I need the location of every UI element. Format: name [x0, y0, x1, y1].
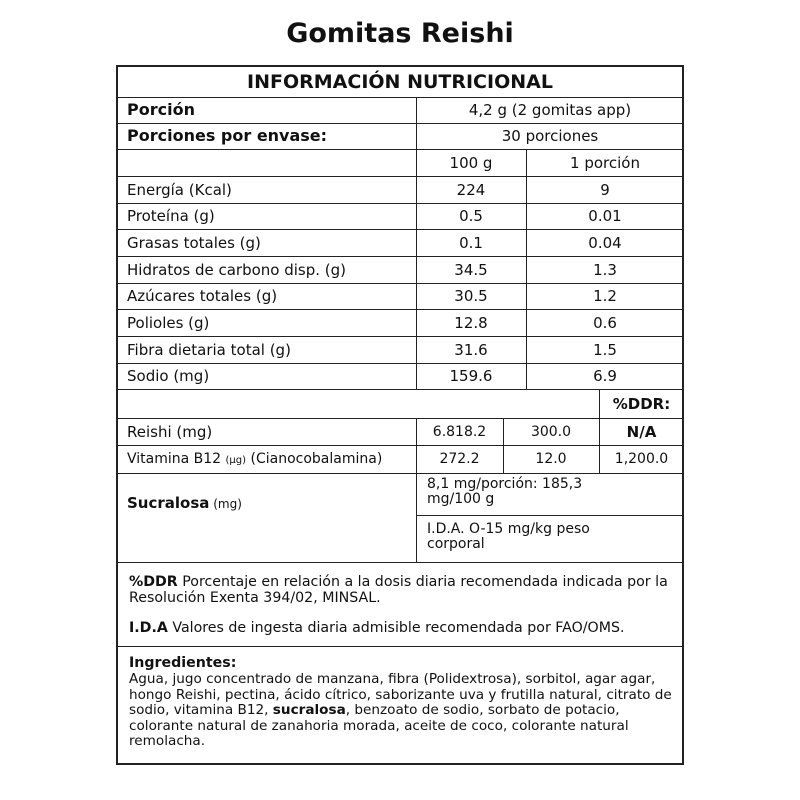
sucralose-ida: I.D.A. O-15 mg/kg peso corporal	[427, 521, 590, 552]
page-title: Gomitas Reishi	[286, 18, 514, 49]
nutrient-per-portion: 1.2	[593, 287, 617, 305]
nutrient-per100: 0.1	[459, 234, 483, 252]
nutrient-per-portion: 0.01	[588, 207, 622, 225]
nutrient-label: Energía (Kcal)	[127, 181, 232, 199]
reishi-per-portion: 300.0	[530, 424, 572, 440]
nutrient-label: Fibra dietaria total (g)	[127, 341, 291, 359]
nutrient-per-portion: 0.6	[593, 314, 617, 332]
panel-heading: INFORMACIÓN NUTRICIONAL	[247, 71, 553, 93]
portion-label: Porción	[127, 100, 195, 119]
servings-value: 30 porciones	[501, 127, 599, 145]
sucralose-amount: 8,1 mg/porción: 185,3 mg/100 g	[427, 476, 583, 507]
column-header-100g: 100 g	[449, 154, 493, 172]
row-divider	[416, 515, 684, 516]
row-divider	[116, 229, 684, 230]
nutrient-per-portion: 1.3	[593, 261, 617, 279]
nutrient-label: Sodio (mg)	[127, 367, 210, 385]
b12-per100: 272.2	[439, 451, 480, 467]
reishi-label: Reishi (mg)	[127, 423, 213, 441]
row-divider	[116, 562, 684, 563]
ida-note: I.D.A Valores de ingesta diaria admisible recomendada por FAO/OMS.	[129, 620, 625, 636]
nutrient-per100: 224	[456, 181, 486, 199]
ingredients-text: Agua, jugo concentrado de manzana, fibra (Polidextrosa), sorbitol, agar agar, hongo Reishi, pectina, ácido cítrico, saborizante uva y frutilla natural, citrato de sodio, vitamina B12, sucralosa, benzoato de sodio, sorbato de potacio, colorante natural de zanahoria morada, aceite de coco, colorante natural remolacha.	[129, 671, 672, 749]
row-divider	[116, 149, 684, 150]
nutrient-per100: 0.5	[459, 207, 483, 225]
nutrient-per-portion: 6.9	[593, 367, 617, 385]
row-divider	[116, 646, 684, 647]
nutrient-per-portion: 9	[600, 181, 610, 199]
nutrient-label: Azúcares totales (g)	[127, 287, 278, 305]
b12-per-portion: 12.0	[535, 451, 567, 467]
reishi-ddr: N/A	[626, 423, 657, 441]
portion-value: 4,2 g (2 gomitas app)	[468, 101, 632, 119]
column-header-portion: 1 porción	[570, 154, 640, 172]
nutrient-per100: 31.6	[454, 341, 488, 359]
row-divider	[116, 203, 684, 204]
ddr-header: %DDR:	[612, 395, 671, 413]
reishi-per100: 6.818.2	[432, 424, 487, 440]
nutrient-label: Proteína (g)	[127, 207, 215, 225]
row-divider	[116, 336, 684, 337]
nutrient-label: Grasas totales (g)	[127, 234, 261, 252]
nutrient-per100: 12.8	[454, 314, 488, 332]
ddr-note: %DDR Porcentaje en relación a la dosis diaria recomendada indicada por la Resolución Exenta 394/02, MINSAL.	[129, 574, 668, 606]
row-divider	[116, 473, 684, 474]
row-divider	[116, 309, 684, 310]
nutrient-per-portion: 0.04	[588, 234, 622, 252]
ingredients-heading: Ingredientes:	[129, 655, 237, 671]
servings-label: Porciones por envase:	[127, 126, 328, 145]
row-divider	[116, 363, 684, 364]
row-divider	[116, 176, 684, 177]
nutrient-per100: 159.6	[449, 367, 493, 385]
b12-ddr: 1,200.0	[614, 451, 669, 467]
row-divider	[116, 256, 684, 257]
row-divider	[116, 97, 684, 98]
nutrient-label: Polioles (g)	[127, 314, 210, 332]
row-divider	[116, 283, 684, 284]
row-divider	[116, 123, 684, 124]
nutrient-per100: 34.5	[454, 261, 488, 279]
b12-label: Vitamina B12 (µg) (Cianocobalamina)	[127, 451, 383, 467]
nutrient-label: Hidratos de carbono disp. (g)	[127, 261, 347, 279]
sucralose-label: Sucralosa (mg)	[127, 494, 242, 512]
nutrient-per100: 30.5	[454, 287, 488, 305]
nutrient-per-portion: 1.5	[593, 341, 617, 359]
